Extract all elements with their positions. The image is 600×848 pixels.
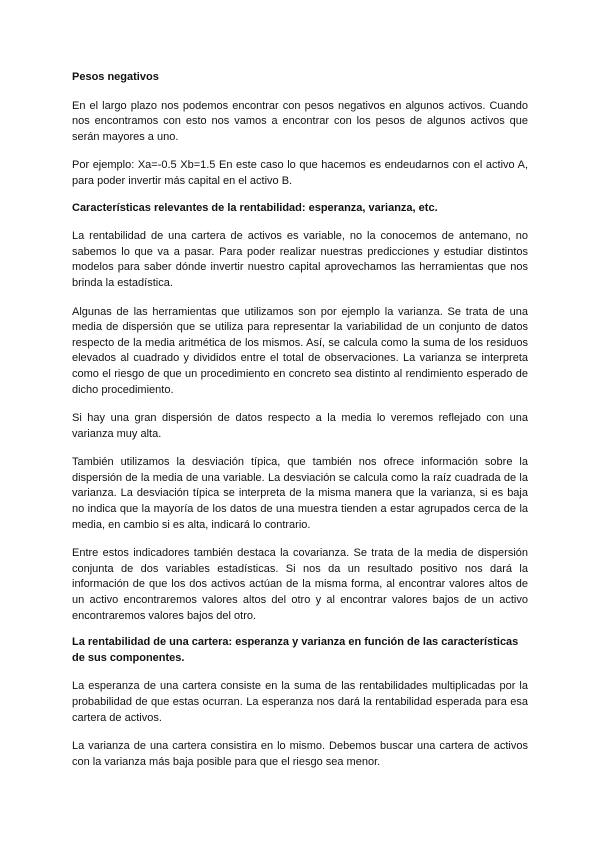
section-heading-pesos-negativos: Pesos negativos: [72, 71, 159, 83]
paragraph: También utilizamos la desviación típica, que también nos ofrece información sobre la dispersión de la media de una variable. La desviación se calcula como la raíz cuadrada de la varianza. La desviación típica se interpreta de la misma manera que la varianza, si es baja no indica que la mayoría de los datos de una muestra tienden a estar agrupados cerca de la media, en cambio si es alta, indicará lo contrario.: [72, 456, 528, 531]
paragraph: Entre estos indicadores también destaca la covarianza. Se trata de la media de dispersión conjunta de dos variables estadísticas. Si nos da un resultado positivo nos dará la información de que los dos activos actúan de la misma forma, al encontrar valores altos de un activo encontraremos valores altos del otro y al encontrar valores bajos de un activo encontraremos valores bajos del otro.: [72, 547, 528, 622]
section-heading-rentabilidad-cartera: La rentabilidad de una cartera: esperanza y varianza en función de las características de sus componentes.: [72, 636, 519, 664]
paragraph: Por ejemplo: Xa=-0.5 Xb=1.5 En este caso lo que hacemos es endeudarnos con el activo A, para poder invertir más capital en el activo B.: [72, 159, 528, 187]
paragraph: La esperanza de una cartera consiste en la suma de las rentabilidades multiplicadas por la probabilidad de que estas ocurran. La esperanza nos dará la rentabilidad esperada para esa cartera de activos.: [72, 680, 528, 724]
section-heading-caracteristicas: Características relevantes de la rentabilidad: esperanza, varianza, etc.: [72, 201, 438, 214]
paragraph: En el largo plazo nos podemos encontrar con pesos negativos en algunos activos. Cuando nos encontramos con esto nos vamos a encontrar con los pesos de algunos activos que serán mayores a uno.: [72, 99, 528, 143]
document-body: [72, 70, 528, 770]
paragraph: La varianza de una cartera consistira en lo mismo. Debemos buscar una cartera de activos con la varianza más baja posible para que el riesgo sea menor.: [72, 740, 528, 768]
paragraph: Si hay una gran dispersión de datos respecto a la media lo veremos reflejado con una varianza muy alta.: [72, 412, 528, 440]
paragraph: Algunas de las herramientas que utilizamos son por ejemplo la varianza. Se trata de una media de dispersión que se utiliza para representar la variabilidad de un conjunto de datos respecto de la media aritmética de los mismos. Así, se calcula como la suma de los residuos elevados al cuadrado y divididos entre el total de observaciones. La varianza se interpreta como el riesgo de que un procedimiento en concreto sea distinto al rendimiento esperado de dicho procedimiento.: [72, 305, 528, 396]
paragraph: La rentabilidad de una cartera de activos es variable, no la conocemos de antemano, no sabemos lo que va a pasar. Para poder realizar nuestras predicciones y estudiar distintos modelos para saber dónde invertir nuestro capital aprovechamos las herramientas que nos brinda la estadística.: [72, 230, 528, 289]
